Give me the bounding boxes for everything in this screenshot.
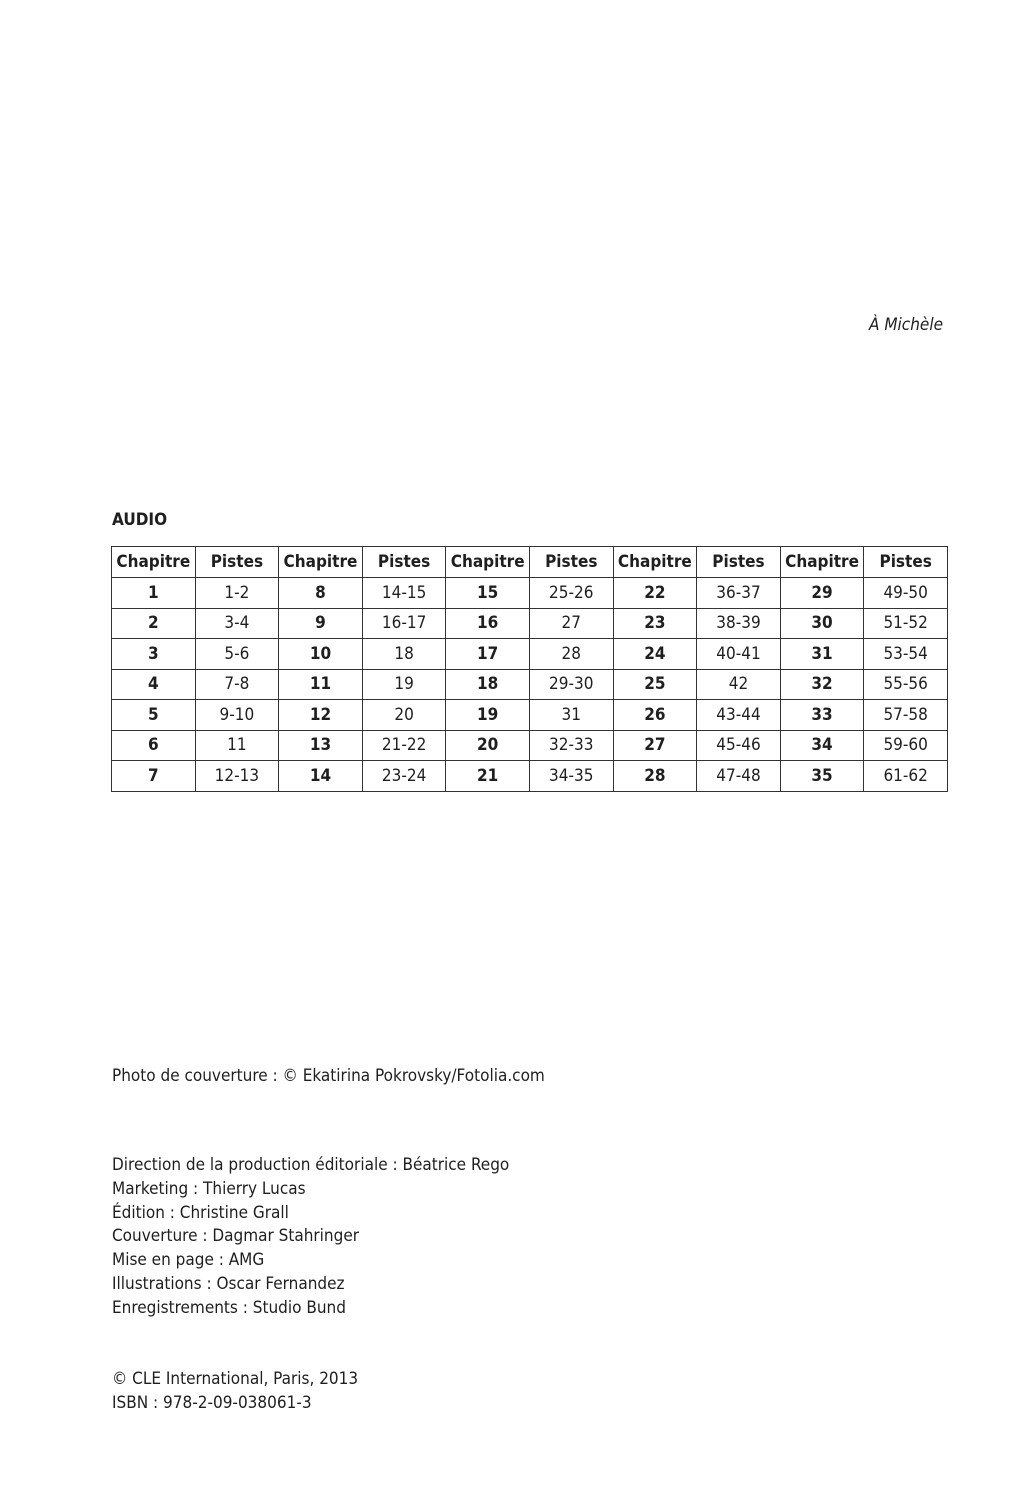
tracks-cell: 34-35 [529, 761, 613, 792]
tracks-cell: 25-26 [529, 578, 613, 609]
chapter-cell: 35 [780, 761, 864, 792]
table-row [112, 639, 948, 670]
credit-line: Illustrations : Oscar Fernandez [112, 1273, 345, 1294]
chapter-cell: 14 [279, 761, 363, 792]
chapter-cell: 15 [446, 578, 530, 609]
chapter-cell: 28 [613, 761, 697, 792]
chapter-cell: 2 [112, 608, 196, 639]
tracks-cell: 5-6 [195, 639, 279, 670]
copyright-block [112, 1368, 358, 1416]
chapter-cell: 11 [279, 669, 363, 700]
tracks-cell: 31 [529, 700, 613, 731]
audio-section-title: AUDIO [112, 510, 168, 530]
tracks-cell: 53-54 [864, 639, 948, 670]
column-header: Pistes [195, 547, 279, 578]
tracks-cell: 59-60 [864, 730, 948, 761]
table-row [112, 700, 948, 731]
column-header: Pistes [864, 547, 948, 578]
chapter-cell: 3 [112, 639, 196, 670]
chapter-cell: 22 [613, 578, 697, 609]
column-header: Chapitre [446, 547, 530, 578]
column-header: Pistes [362, 547, 446, 578]
chapter-cell: 34 [780, 730, 864, 761]
column-header: Chapitre [780, 547, 864, 578]
chapter-cell: 13 [279, 730, 363, 761]
tracks-cell: 45-46 [697, 730, 781, 761]
chapter-cell: 32 [780, 669, 864, 700]
tracks-cell: 57-58 [864, 700, 948, 731]
chapter-cell: 7 [112, 761, 196, 792]
chapter-cell: 23 [613, 608, 697, 639]
tracks-cell: 20 [362, 700, 446, 731]
column-header: Chapitre [112, 547, 196, 578]
chapter-cell: 20 [446, 730, 530, 761]
table-row [112, 669, 948, 700]
tracks-cell: 55-56 [864, 669, 948, 700]
tracks-cell: 61-62 [864, 761, 948, 792]
table-row [112, 761, 948, 792]
tracks-cell: 18 [362, 639, 446, 670]
chapter-cell: 26 [613, 700, 697, 731]
tracks-cell: 1-2 [195, 578, 279, 609]
chapter-cell: 19 [446, 700, 530, 731]
tracks-cell: 43-44 [697, 700, 781, 731]
chapter-cell: 1 [112, 578, 196, 609]
chapter-cell: 8 [279, 578, 363, 609]
chapter-cell: 30 [780, 608, 864, 639]
chapter-cell: 10 [279, 639, 363, 670]
tracks-cell: 51-52 [864, 608, 948, 639]
chapter-cell: 33 [780, 700, 864, 731]
dedication: À Michèle [869, 315, 943, 335]
chapter-cell: 18 [446, 669, 530, 700]
tracks-cell: 47-48 [697, 761, 781, 792]
column-header: Pistes [697, 547, 781, 578]
tracks-cell: 19 [362, 669, 446, 700]
tracks-cell: 38-39 [697, 608, 781, 639]
copyright-line: © CLE International, Paris, 2013 [112, 1369, 359, 1389]
tracks-cell: 32-33 [529, 730, 613, 761]
credits-list [112, 1154, 509, 1321]
tracks-cell: 3-4 [195, 608, 279, 639]
tracks-cell: 49-50 [864, 578, 948, 609]
table-row [112, 730, 948, 761]
chapter-cell: 5 [112, 700, 196, 731]
credit-line: Marketing : Thierry Lucas [112, 1178, 306, 1199]
credit-line: Édition : Christine Grall [112, 1202, 289, 1223]
tracks-cell: 40-41 [697, 639, 781, 670]
credit-line: Couverture : Dagmar Stahringer [112, 1226, 360, 1247]
photo-credit: Photo de couverture : © Ekatirina Pokrovsky/Fotolia.com [112, 1066, 545, 1086]
tracks-cell: 11 [195, 730, 279, 761]
chapter-cell: 12 [279, 700, 363, 731]
tracks-cell: 23-24 [362, 761, 446, 792]
credit-line: Enregistrements : Studio Bund [112, 1297, 346, 1318]
chapter-cell: 24 [613, 639, 697, 670]
chapter-cell: 25 [613, 669, 697, 700]
credit-line: Mise en page : AMG [112, 1250, 265, 1271]
audio-tracks-table [111, 546, 948, 792]
table-row [112, 578, 948, 609]
chapter-cell: 21 [446, 761, 530, 792]
chapter-cell: 16 [446, 608, 530, 639]
table-row [112, 608, 948, 639]
tracks-cell: 36-37 [697, 578, 781, 609]
column-header: Chapitre [613, 547, 697, 578]
tracks-cell: 7-8 [195, 669, 279, 700]
tracks-cell: 27 [529, 608, 613, 639]
credit-line: Direction de la production éditoriale : Béatrice Rego [112, 1155, 510, 1175]
chapter-cell: 9 [279, 608, 363, 639]
tracks-cell: 14-15 [362, 578, 446, 609]
tracks-cell: 12-13 [195, 761, 279, 792]
chapter-cell: 6 [112, 730, 196, 761]
table-header-row [112, 547, 948, 578]
tracks-cell: 21-22 [362, 730, 446, 761]
chapter-cell: 4 [112, 669, 196, 700]
column-header: Pistes [529, 547, 613, 578]
chapter-cell: 27 [613, 730, 697, 761]
tracks-cell: 42 [697, 669, 781, 700]
column-header: Chapitre [279, 547, 363, 578]
tracks-cell: 9-10 [195, 700, 279, 731]
isbn-line: ISBN : 978-2-09-038061-3 [112, 1392, 312, 1413]
tracks-cell: 28 [529, 639, 613, 670]
tracks-cell: 16-17 [362, 608, 446, 639]
chapter-cell: 31 [780, 639, 864, 670]
tracks-cell: 29-30 [529, 669, 613, 700]
chapter-cell: 29 [780, 578, 864, 609]
chapter-cell: 17 [446, 639, 530, 670]
